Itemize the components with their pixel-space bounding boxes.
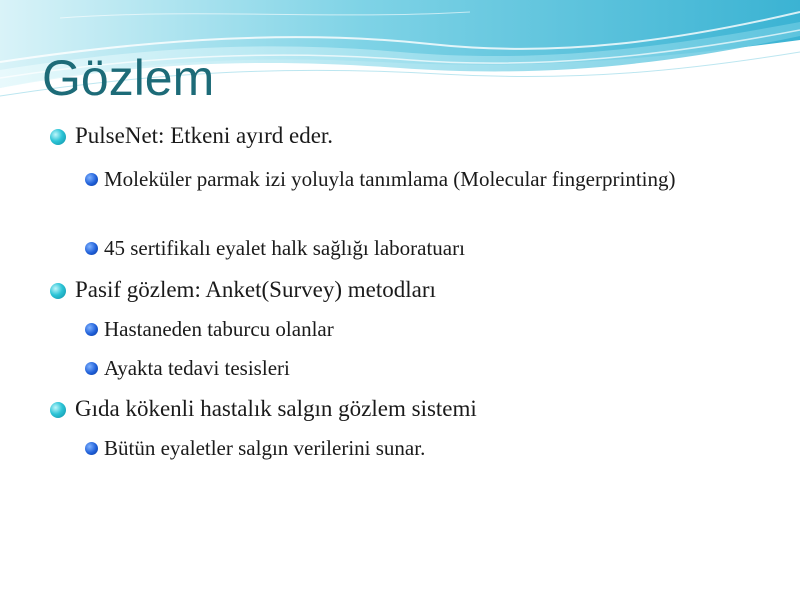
sub-bullet-dot-icon <box>85 442 98 455</box>
bullet-dot-icon <box>50 283 66 299</box>
bullet-text: PulseNet: Etkeni ayırd eder. <box>75 123 334 148</box>
sub-bullet-text: Hastaneden taburcu olanlar <box>104 317 334 341</box>
bullet-text: Pasif gözlem: Anket(Survey) metodları <box>75 277 436 302</box>
sub-bullet-dot-icon <box>85 323 98 336</box>
sub-bullet-text: Moleküler parmak izi yoluyla tanımlama (Molecular fingerprinting) <box>104 167 676 191</box>
bullet-dot-icon <box>50 129 66 145</box>
sub-bullet-dot-icon <box>85 173 98 186</box>
sub-bullet-text: 45 sertifikalı eyalet halk sağlığı laboratuarı <box>104 236 465 260</box>
bullet-text: Gıda kökenli hastalık salgın gözlem sistemi <box>75 396 477 421</box>
sub-bullet-text: Ayakta tedavi tesisleri <box>104 356 290 380</box>
slide-title: Gözlem <box>42 50 215 106</box>
sub-bullet-dot-icon <box>85 242 98 255</box>
sub-bullet-text: Bütün eyaletler salgın verilerini sunar. <box>104 436 426 460</box>
sub-bullet-dot-icon <box>85 362 98 375</box>
bullet-dot-icon <box>50 402 66 418</box>
